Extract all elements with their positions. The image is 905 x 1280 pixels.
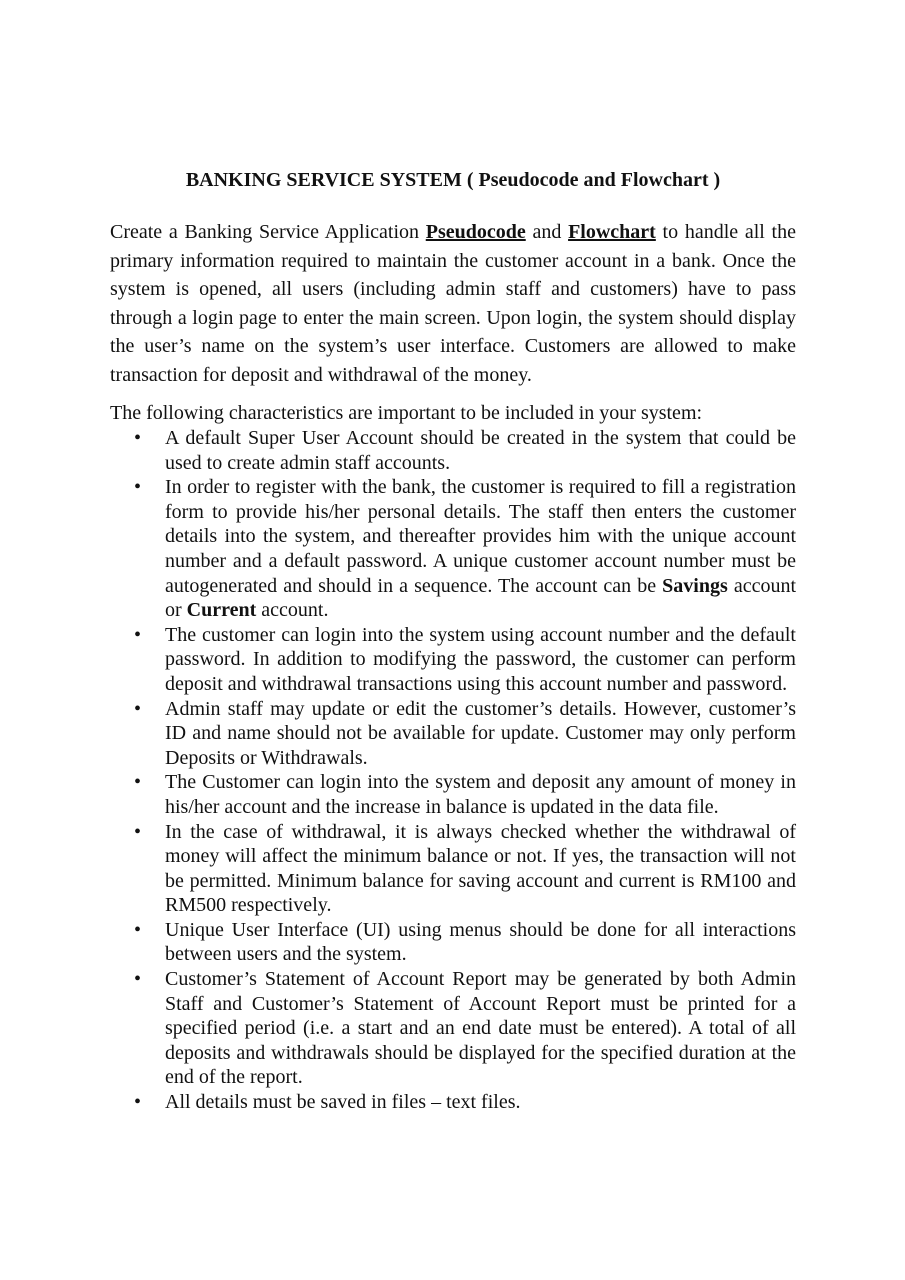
list-item-text: account or (165, 574, 797, 622)
list-item: • In the case of withdrawal, it is always checked whether the withdrawal of money will affect the minimum balance or not. If yes, the transaction will not be permitted. Minimum balance for saving account and current is RM100 and RM500 respectively. (110, 820, 796, 918)
document-page (110, 166, 796, 1115)
document-title: BANKING SERVICE SYSTEM ( Pseudocode and Flowchart ) (185, 169, 721, 191)
list-item: • The Customer can login into the system and deposit any amount of money in his/her account and the increase in balance is updated in the data file. (110, 770, 796, 819)
flowchart-keyword: Flowchart (568, 221, 656, 243)
intro-text-2: and (525, 221, 569, 243)
intro-text-1: Create a Banking Service Application (110, 221, 426, 243)
current-keyword: Current (186, 599, 257, 622)
pseudocode-keyword: Pseudocode (425, 221, 526, 243)
list-item: • All details must be saved in files – text files. (110, 1090, 796, 1115)
list-item-text: account. (256, 599, 329, 622)
list-item (110, 475, 796, 623)
list-item: • A default Super User Account should be created in the system that could be used to create admin staff accounts. (110, 426, 796, 475)
savings-keyword: Savings (662, 574, 728, 597)
characteristics-lead: The following characteristics are important to be included in your system: (110, 402, 703, 424)
list-item: • The customer can login into the system using account number and the default password. In addition to modifying the password, the customer can perform deposit and withdrawal transactions using this account number and password. (110, 623, 796, 697)
intro-text-3: to handle all the primary information required to maintain the customer account in a bank. Once the system is opened, all users (including admin staff and customers) have to pass through a login page to enter the main screen. Upon login, the system should display the user’s name on the system’s user interface. Customers are allowed to make transaction for deposit and withdrawal of the money. (110, 221, 796, 386)
characteristics-list (110, 426, 796, 1115)
list-item: • Customer’s Statement of Account Report may be generated by both Admin Staff and Customer’s Statement of Account Report must be printed for a specified period (i.e. a start and an end date must be entered). A total of all deposits and withdrawals should be displayed for the specified duration at the end of the report. (110, 967, 796, 1090)
intro-paragraph (110, 218, 796, 389)
list-item: • Admin staff may update or edit the customer’s details. However, customer’s ID and name should not be available for update. Customer may only perform Deposits or Withdrawals. (110, 697, 796, 771)
list-item: • Unique User Interface (UI) using menus should be done for all interactions between users and the system. (110, 918, 796, 967)
list-item-text: In order to register with the bank, the customer is required to fill a registration form to provide his/her personal details. The staff then enters the customer details into the system, and thereafter provides him with the unique account number and a default password. A unique customer account number must be autogenerated and should in a sequence. The account can be (165, 476, 796, 597)
